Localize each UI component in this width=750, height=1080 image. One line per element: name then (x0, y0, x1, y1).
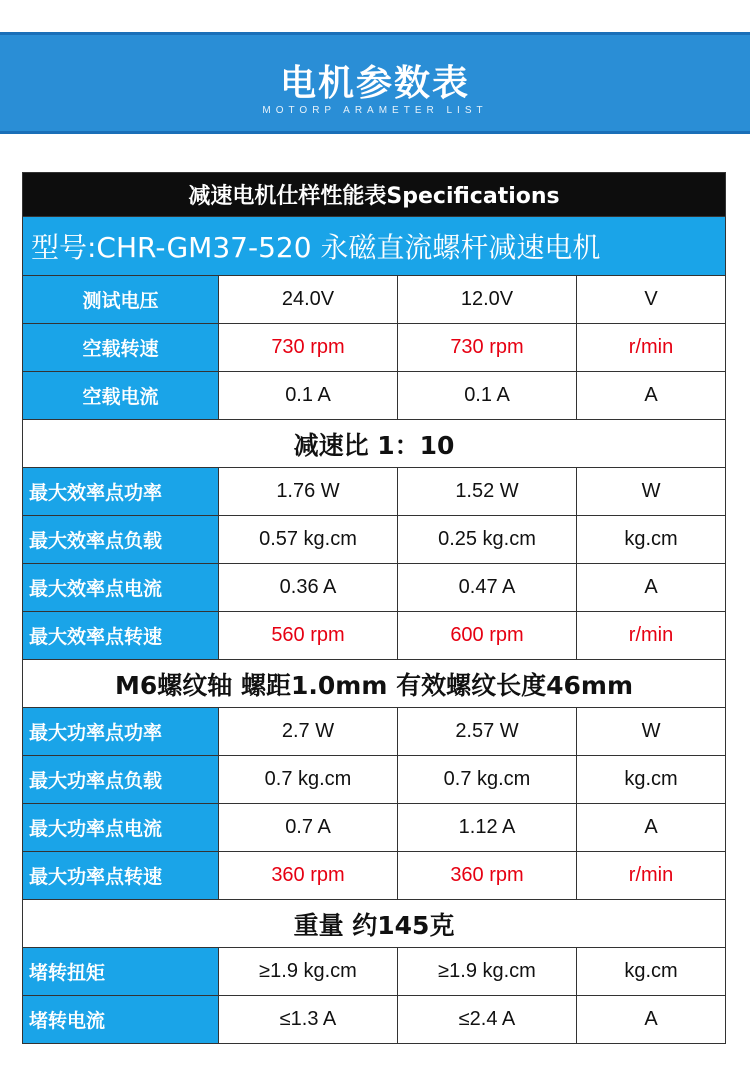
value-24v: 360 rpm (219, 852, 398, 900)
table-row (23, 324, 726, 372)
value-24v: 0.7 A (219, 804, 398, 852)
table-row (23, 996, 726, 1044)
section-label: 重量 约145克 (23, 900, 726, 948)
parameter-label: 最大功率点电流 (23, 804, 219, 852)
parameter-label: 最大效率点负载 (23, 516, 219, 564)
section-label: M6螺纹轴 螺距1.0mm 有效螺纹长度46mm (23, 660, 726, 708)
unit-cell: kg.cm (577, 516, 726, 564)
value-12v: 0.47 A (398, 564, 577, 612)
table-row (23, 468, 726, 516)
section-label: 减速比 1：10 (23, 420, 726, 468)
value-12v: ≥1.9 kg.cm (398, 948, 577, 996)
table-row (23, 852, 726, 900)
value-12v: 2.57 W (398, 708, 577, 756)
table-row (23, 372, 726, 420)
value-12v: 0.25 kg.cm (398, 516, 577, 564)
unit-cell: W (577, 468, 726, 516)
parameter-label: 空载电流 (23, 372, 219, 420)
parameter-label: 最大功率点转速 (23, 852, 219, 900)
parameter-label: 最大效率点功率 (23, 468, 219, 516)
model-label: 型号:CHR-GM37-520 永磁直流螺杆减速电机 (23, 217, 726, 276)
table-heading: 减速电机仕样性能表Specifications (23, 173, 726, 217)
model-row (23, 217, 726, 276)
value-12v: 0.1 A (398, 372, 577, 420)
parameter-label: 最大功率点负载 (23, 756, 219, 804)
value-24v: 1.76 W (219, 468, 398, 516)
unit-cell: kg.cm (577, 756, 726, 804)
parameter-label: 最大功率点功率 (23, 708, 219, 756)
value-24v: 560 rpm (219, 612, 398, 660)
section-row (23, 900, 726, 948)
table-row (23, 612, 726, 660)
table-row (23, 756, 726, 804)
spec-table (22, 172, 726, 1044)
value-12v: 12.0V (398, 276, 577, 324)
value-24v: 2.7 W (219, 708, 398, 756)
parameter-label: 最大效率点电流 (23, 564, 219, 612)
table-heading-row (23, 173, 726, 217)
value-24v: ≤1.3 A (219, 996, 398, 1044)
value-12v: 1.12 A (398, 804, 577, 852)
value-12v: 730 rpm (398, 324, 577, 372)
table-row (23, 948, 726, 996)
page-subtitle: MOTORP ARAMETER LIST (262, 105, 488, 116)
unit-cell: A (577, 804, 726, 852)
parameter-label: 空载转速 (23, 324, 219, 372)
page-title: 电机参数表 (279, 63, 470, 104)
value-12v: 360 rpm (398, 852, 577, 900)
unit-cell: r/min (577, 612, 726, 660)
unit-cell: kg.cm (577, 948, 726, 996)
value-24v: 0.7 kg.cm (219, 756, 398, 804)
parameter-label: 堵转扭矩 (23, 948, 219, 996)
section-row (23, 660, 726, 708)
value-12v: 600 rpm (398, 612, 577, 660)
value-24v: 730 rpm (219, 324, 398, 372)
parameter-label: 堵转电流 (23, 996, 219, 1044)
unit-cell: V (577, 276, 726, 324)
unit-cell: A (577, 564, 726, 612)
table-row (23, 804, 726, 852)
unit-cell: r/min (577, 324, 726, 372)
unit-cell: W (577, 708, 726, 756)
parameter-label: 测试电压 (23, 276, 219, 324)
unit-cell: A (577, 372, 726, 420)
unit-cell: r/min (577, 852, 726, 900)
parameter-label: 最大效率点转速 (23, 612, 219, 660)
table-row (23, 516, 726, 564)
table-row (23, 564, 726, 612)
value-24v: 0.36 A (219, 564, 398, 612)
value-24v: ≥1.9 kg.cm (219, 948, 398, 996)
unit-cell: A (577, 996, 726, 1044)
title-banner (0, 32, 750, 134)
value-12v: 1.52 W (398, 468, 577, 516)
value-24v: 0.1 A (219, 372, 398, 420)
value-24v: 24.0V (219, 276, 398, 324)
value-24v: 0.57 kg.cm (219, 516, 398, 564)
table-row (23, 708, 726, 756)
value-12v: 0.7 kg.cm (398, 756, 577, 804)
table-row (23, 276, 726, 324)
section-row (23, 420, 726, 468)
value-12v: ≤2.4 A (398, 996, 577, 1044)
